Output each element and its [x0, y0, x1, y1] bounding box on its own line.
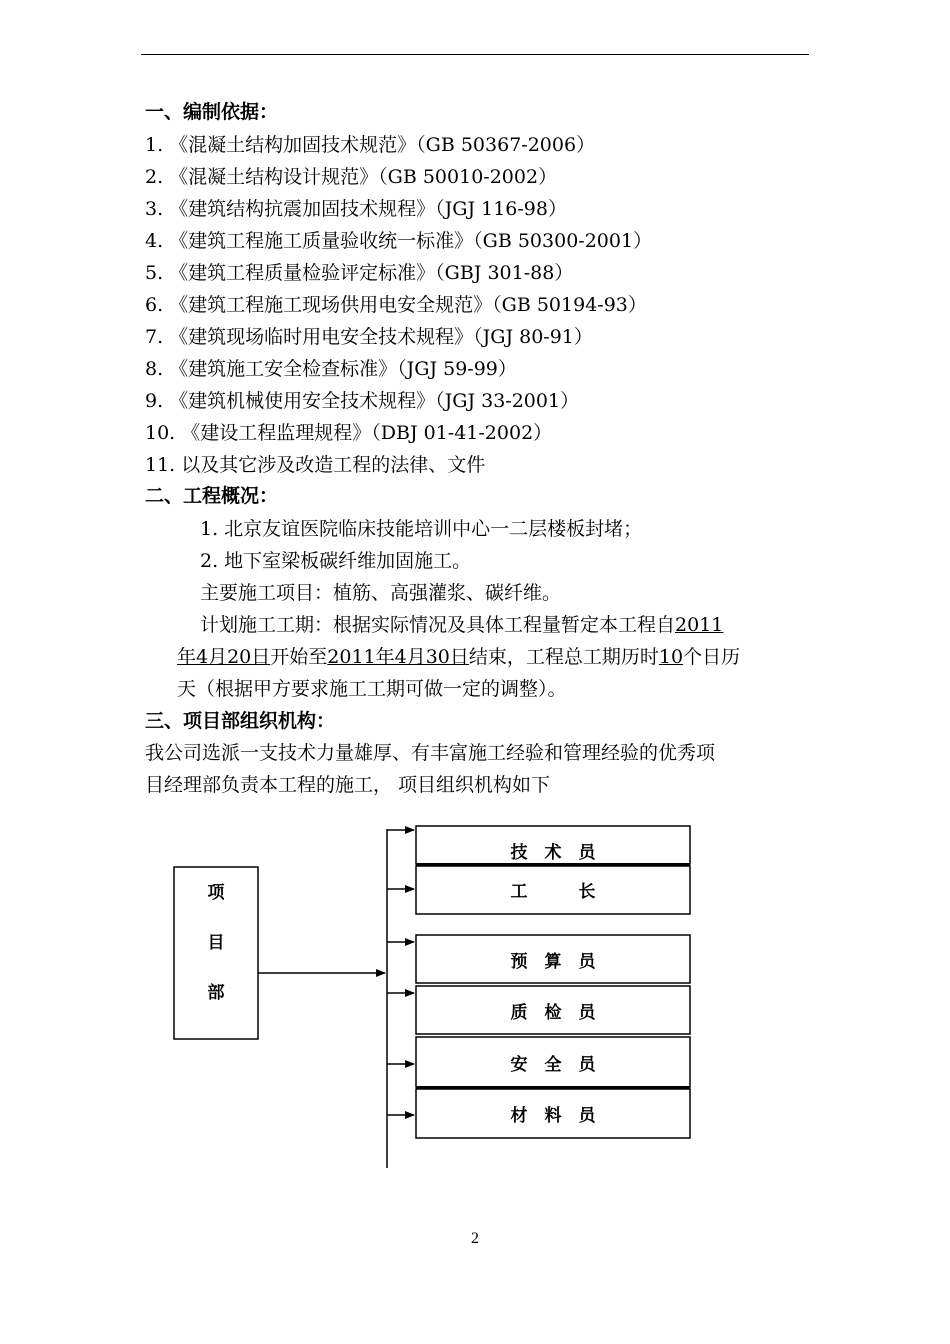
- list-item: 5. 《建筑工程质量检验评定标准》（GBJ 301-88）: [145, 262, 574, 284]
- list-item: 8. 《建筑施工安全检查标准》（JGJ 59-99）: [145, 358, 517, 380]
- list-item: 1. 《混凝土结构加固技术规范》（GB 50367-2006）: [145, 134, 596, 156]
- schedule-text: 结束，工程总工期历时: [468, 646, 659, 668]
- page-number: 2: [471, 1230, 479, 1247]
- org-root-char: 项: [207, 883, 225, 903]
- schedule-duration: 10: [658, 646, 684, 668]
- schedule-text: 个日历: [683, 646, 741, 668]
- list-item: 2. 《混凝土结构设计规范》（GB 50010-2002）: [145, 166, 558, 188]
- section3-heading: 三、项目部组织机构：: [145, 710, 336, 732]
- org-root-char: 目: [207, 933, 225, 953]
- schedule-line-3: 天（根据甲方要求施工工期可做一定的调整）。: [177, 678, 567, 700]
- overview-item-1: 1. 北京友谊医院临床技能培训中心一二层楼板封堵；: [200, 518, 643, 540]
- list-item: 10. 《建设工程监理规程》（DBJ 01-41-2002）: [145, 422, 553, 444]
- overview-item-2: 2. 地下室梁板碳纤维加固施工。: [200, 550, 472, 572]
- schedule-text: 开始至: [270, 646, 328, 668]
- section3-paragraph-line-1: 我公司选派一支技术力量雄厚、有丰富施工经验和管理经验的优秀项: [145, 742, 716, 764]
- list-item: 4. 《建筑工程施工质量验收统一标准》（GB 50300-2001）: [145, 230, 653, 252]
- org-role-label: 技 术 员: [510, 843, 596, 863]
- list-item: 11. 以及其它涉及改造工程的法律、文件: [145, 454, 486, 476]
- main-items: 主要施工项目：植筋、高强灌浆、碳纤维。: [200, 582, 562, 604]
- list-item: 9. 《建筑机械使用安全技术规程》（JGJ 33-2001）: [145, 390, 580, 412]
- list-item: 3. 《建筑结构抗震加固技术规程》（JGJ 116-98）: [145, 198, 567, 220]
- section1-heading: 一、编制依据：: [145, 101, 279, 123]
- org-role-label: 预 算 员: [510, 952, 596, 972]
- schedule-start-date: 年4月20日: [177, 646, 271, 668]
- schedule-year: 2011: [675, 614, 724, 636]
- org-role-label: 材 料 员: [510, 1106, 596, 1126]
- org-role-label: 工 长: [510, 882, 596, 902]
- section2-heading: 二、工程概况：: [145, 485, 279, 507]
- schedule-text: 计划施工工期：根据实际情况及具体工程量暂定本工程自: [200, 614, 676, 636]
- section3-paragraph-line-2: 目经理部负责本工程的施工， 项目组织机构如下: [145, 774, 551, 796]
- list-item: 6. 《建筑工程施工现场供用电安全规范》（GB 50194-93）: [145, 294, 647, 316]
- org-root-char: 部: [207, 983, 225, 1003]
- org-role-label: 安 全 员: [510, 1055, 596, 1075]
- schedule-end-date: 2011年4月30日: [327, 646, 469, 668]
- org-role-label: 质 检 员: [510, 1003, 596, 1023]
- list-item: 7. 《建筑现场临时用电安全技术规程》（JGJ 80-91）: [145, 326, 593, 348]
